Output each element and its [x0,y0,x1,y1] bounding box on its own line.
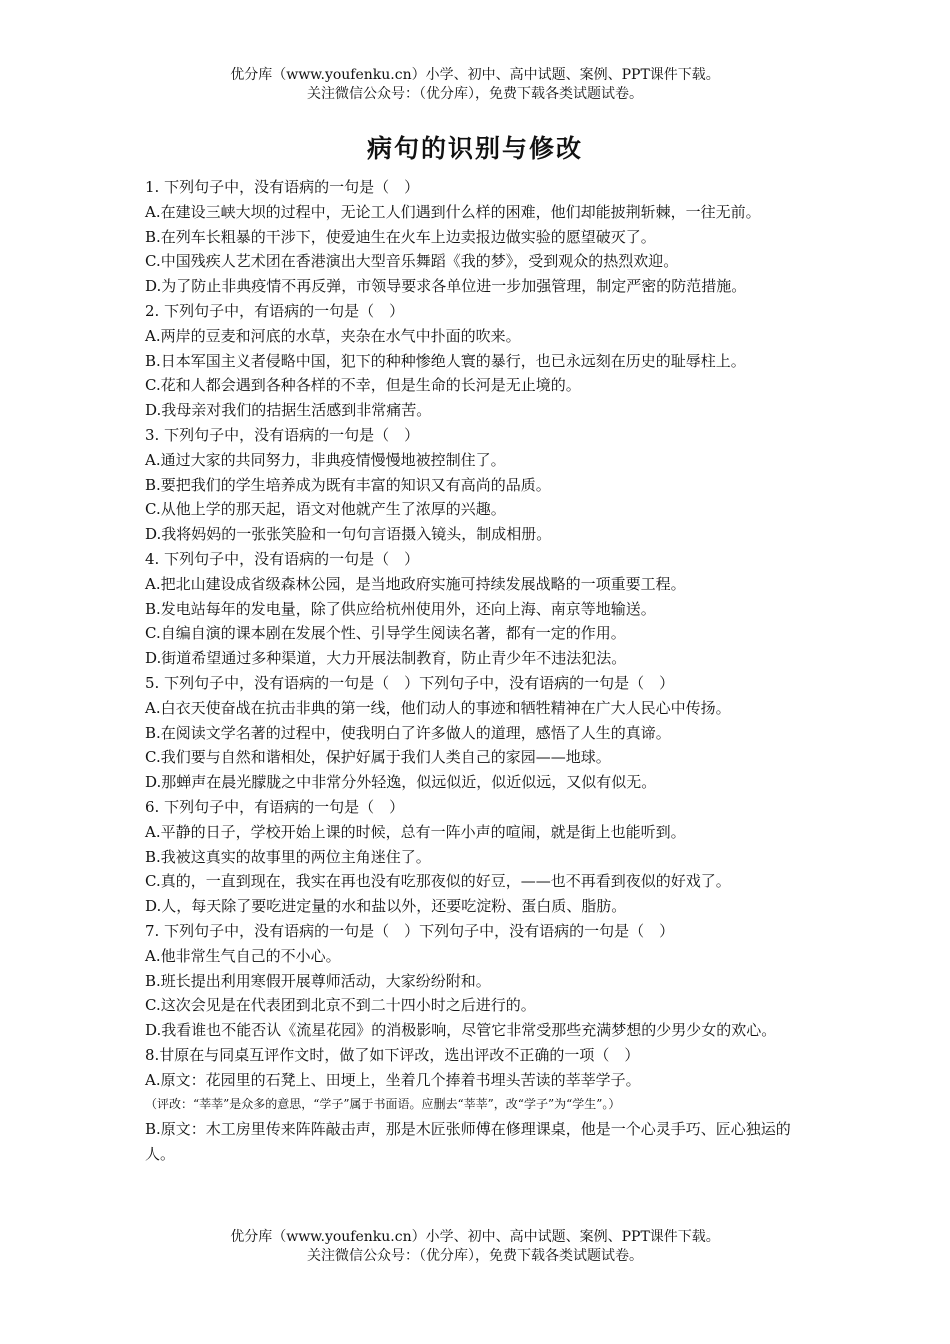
page-header [0,66,950,104]
text-line: A.平静的日子，学校开始上课的时候，总有一阵小声的喧闹，就是街上也能听到。 [145,822,686,841]
text-line: A.把北山建设成省级森林公园，是当地政府实施可持续发展战略的一项重要工程。 [145,574,686,593]
text-line: C.中国残疾人艺术团在香港演出大型音乐舞蹈《我的梦》，受到观众的热烈欢迎。 [145,252,679,271]
text-line: A.白衣天使奋战在抗击非典的第一线，他们动人的事迹和牺牲精神在广大人民心中传扬。 [145,698,731,717]
text-line: 3. 下列句子中，没有语病的一句是（ ） [145,425,420,444]
page-title: 病句的识别与修改 [366,134,583,163]
text-line: D.街道希望通过多种渠道，大力开展法制教育，防止青少年不违法犯法。 [145,649,627,668]
text-line: D.我将妈妈的一张张笑脸和一句句言语摄入镜头，制成相册。 [145,525,552,544]
page-footer [0,1228,950,1266]
text-line: B.原文：木工房里传来阵阵敲击声，那是木匠张师傅在修理课桌，他是一个心灵手巧、匠心独运的人。 [145,1120,791,1164]
text-line: D.我看谁也不能否认《流星花园》的消极影响，尽管它非常受那些充满梦想的少男少女的欢心。 [145,1021,777,1040]
text-line: D.那蝉声在晨光朦胧之中非常分外轻逸，似远似近，似近似远，又似有似无。 [145,773,657,792]
text-line: D.人，每天除了要吃进定量的水和盐以外，还要吃淀粉、蛋白质、脂肪。 [145,897,627,916]
text-line: C.从他上学的那天起，语文对他就产生了浓厚的兴趣。 [145,500,506,519]
text-line: B.日本军国主义者侵略中国，犯下的种种惨绝人寰的暴行，也已永远刻在历史的耻辱柱上。 [145,351,746,370]
text-line: 2. 下列句子中，有语病的一句是（ ） [145,301,405,320]
text-line: 7. 下列句子中，没有语病的一句是（ ）下列句子中，没有语病的一句是（ ） [145,921,675,940]
text-line: B.要把我们的学生培养成为既有丰富的知识又有高尚的品质。 [145,475,551,494]
text-line: C.花和人都会遇到各种各样的不幸，但是生命的长河是无止境的。 [145,376,581,395]
revision-note: （评改：“莘莘”是众多的意思，“学子”属于书面语。应删去“莘莘”，改“学子”为“学生”。） [145,1097,621,1112]
text-line: A.在建设三峡大坝的过程中，无论工人们遇到什么样的困难，他们却能披荆斩棘，一往无前。 [145,202,761,221]
text-line: B.班长提出利用寒假开展尊师活动，大家纷纷附和。 [145,971,491,990]
text-line: 4. 下列句子中，没有语病的一句是（ ） [145,549,420,568]
text-line: 5. 下列句子中，没有语病的一句是（ ）下列句子中，没有语病的一句是（ ） [145,673,675,692]
question-body [145,175,810,1167]
header-line-2: 关注微信公众号：（优分库），免费下载各类试题试卷。 [307,86,643,102]
header-line-1: 优分库（www.youfenku.cn）小学、初中、高中试题、案例、PPT课件下载。 [230,67,720,83]
text-line: A.他非常生气自己的不小心。 [145,946,341,965]
text-line: C.我们要与自然和谐相处，保护好属于我们人类自己的家园——地球。 [145,748,611,767]
text-line: C.这次会见是在代表团到北京不到二十四小时之后进行的。 [145,996,536,1015]
text-line: A.通过大家的共同努力，非典疫情慢慢地被控制住了。 [145,450,506,469]
text-line: A.原文：花园里的石凳上、田埂上，坐着几个捧着书埋头苦读的莘莘学子。 [145,1070,641,1089]
text-line: B.发电站每年的发电量，除了供应给杭州使用外，还向上海、南京等地输送。 [145,599,656,618]
text-line: B.在阅读文学名著的过程中，使我明白了许多做人的道理，感悟了人生的真谛。 [145,723,671,742]
text-line: D.我母亲对我们的拮据生活感到非常痛苦。 [145,401,432,420]
text-line: 1. 下列句子中，没有语病的一句是（ ） [145,178,420,196]
text-line: C.自编自演的课本剧在发展个性、引导学生阅读名著，都有一定的作用。 [145,624,626,643]
text-line: D.为了防止非典疫情不再反弹，市领导要求各单位进一步加强管理，制定严密的防范措施。 [145,277,747,296]
text-line: A.两岸的豆麦和河底的水草，夹杂在水气中扑面的吹来。 [145,326,521,345]
text-line: C.真的，一直到现在，我实在再也没有吃那夜似的好豆，——也不再看到夜似的好戏了。 [145,872,731,891]
text-line: B.我被这真实的故事里的两位主角迷住了。 [145,847,431,866]
text-line: 8.甘原在与同桌互评作文时，做了如下评改，选出评改不正确的一项（ ） [145,1045,640,1064]
footer-line-2: 关注微信公众号：（优分库），免费下载各类试题试卷。 [307,1248,643,1264]
text-line: B.在列车长粗暴的干涉下，使爱迪生在火车上边卖报边做实验的愿望破灭了。 [145,227,656,246]
footer-line-1: 优分库（www.youfenku.cn）小学、初中、高中试题、案例、PPT课件下载。 [230,1229,720,1245]
text-line: 6. 下列句子中，有语病的一句是（ ） [145,797,405,816]
